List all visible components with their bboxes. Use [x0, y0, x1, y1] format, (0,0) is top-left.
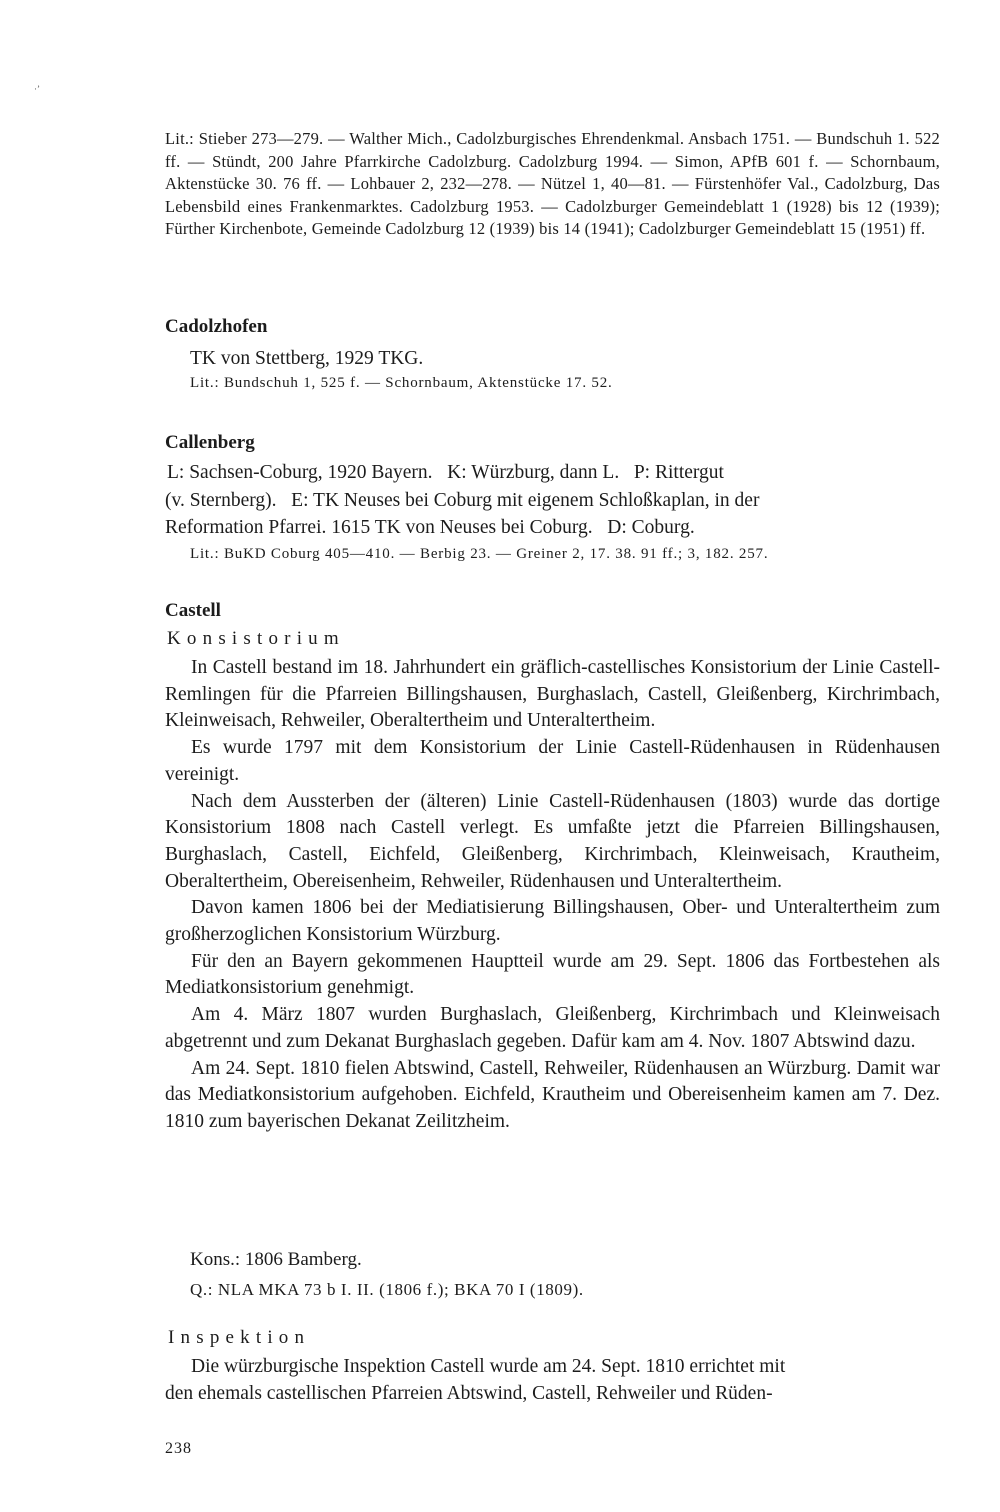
paragraph: In Castell bestand im 18. Jahrhundert ein gräflich-castellisches Konsistorium der Linie Castell-Remlingen für die Pfarreien Billingshausen, Burghaslach, Castell, Gleißenberg, Kirchrimbach, Kleinweisach, Rehweiler, Oberaltertheim und Unteraltertheim. [165, 657, 940, 732]
stray-mark: ·’ [34, 84, 40, 94]
heading-cadolzhofen: Cadolzhofen [165, 316, 268, 337]
inspektion-line-1: Die würzburgische Inspektion Castell wurde am 24. Sept. 1810 errichtet mit [191, 1356, 786, 1377]
callenberg-line-1: L: Sachsen-Coburg, 1920 Bayern. K: Würzburg, dann L. P: Rittergut [167, 462, 724, 483]
callenberg-line-3: Reformation Pfarrei. 1615 TK von Neuses bei Coburg. D: Coburg. [165, 517, 695, 538]
paragraph: Am 4. März 1807 wurden Burghaslach, Gleißenberg, Kirchrimbach und Kleinweisach abgetrennt und zum Dekanat Burghaslach gegeben. Dafür kam am 4. Nov. 1807 Abtswind dazu. [165, 1004, 940, 1052]
cadolzhofen-text: TK von Stettberg, 1929 TKG. [190, 348, 424, 369]
paragraph: Es wurde 1797 mit dem Konsistorium der Linie Castell-Rüdenhausen in Rüdenhausen vereinigt. [165, 737, 940, 785]
heading-callenberg: Callenberg [165, 432, 255, 453]
cadolzhofen-literature: Lit.: Bundschuh 1, 525 f. — Schornbaum, Aktenstücke 17. 52. [190, 375, 613, 391]
page-number: 238 [165, 1440, 192, 1457]
callenberg-line-2: (v. Sternberg). E: TK Neuses bei Coburg mit eigenem Schloßkaplan, in der [165, 490, 760, 511]
paragraph: Am 24. Sept. 1810 fielen Abtswind, Castell, Rehweiler, Rüdenhausen an Würzburg. Damit war das Mediatkonsistorium aufgehoben. Eichfeld, Krautheim und Obereisenheim kamen am 7. Dez. 1810 zum bayerischen Dekanat Zeilitzheim. [165, 1057, 940, 1132]
callenberg-literature: Lit.: BuKD Coburg 405—410. — Berbig 23. — Greiner 2, 17. 38. 91 ff.; 3, 182. 257. [190, 546, 769, 562]
paragraph: Davon kamen 1806 bei der Mediatisierung Billingshausen, Ober- und Unteraltertheim zum großherzoglichen Konsistorium Würzburg. [165, 897, 940, 946]
top-literature-block [165, 128, 940, 241]
subheading-konsistorium: Konsistorium [167, 628, 345, 649]
castell-quellen: Q.: NLA MKA 73 b I. II. (1806 f.); BKA 70 I (1809). [190, 1280, 584, 1299]
castell-konsistorium-body [165, 655, 940, 1136]
paragraph: Nach dem Aussterben der (älteren) Linie Castell-Rüdenhausen (1803) wurde das dortige Konsistorium 1808 nach Castell verlegt. Es umfaßte jetzt die Pfarreien Billingshausen, Burghaslach, Castell, Eichfeld, Gleißenberg, Kirchrimbach, Kleinweisach, Krautheim, Oberaltertheim, Obereisenheim, Rehweiler, Rüdenhausen und Unteraltertheim. [165, 790, 940, 892]
castell-kons: Kons.: 1806 Bamberg. [190, 1249, 362, 1270]
top-literature-text: Lit.: Stieber 273—279. — Walther Mich., Cadolzburgisches Ehrendenkmal. Ansbach 1751. — Bundschuh 1. 522 ff. — Stündt, 200 Jahre Pfarrkirche Cadolzburg. Cadolzburg 1994. — Simon, APfB 601 f. — Schornbaum, Aktenstücke 30. 76 ff. — Lohbauer 2, 232—278. — Nützel 1, 40—81. — Fürstenhöfer Val., Cadolzburg, Das Lebensbild eines Frankenmarktes. Cadolzburg 1953. — Cadolzburger Gemeindeblatt 1 (1928) bis 12 (1939); Fürther Kirchenbote, Gemeinde Cadolzburg 12 (1939) bis 14 (1941); Cadolzburger Gemeindeblatt 15 (1951) ff. [165, 129, 940, 239]
paragraph: Für den an Bayern gekommenen Hauptteil wurde am 29. Sept. 1806 das Fortbestehen als Mediatkonsistorium genehmigt. [165, 950, 940, 999]
inspektion-line-2: den ehemals castellischen Pfarreien Abtswind, Castell, Rehweiler und Rüden- [165, 1383, 773, 1404]
heading-castell: Castell [165, 600, 221, 621]
subheading-inspektion: Inspektion [168, 1327, 311, 1348]
